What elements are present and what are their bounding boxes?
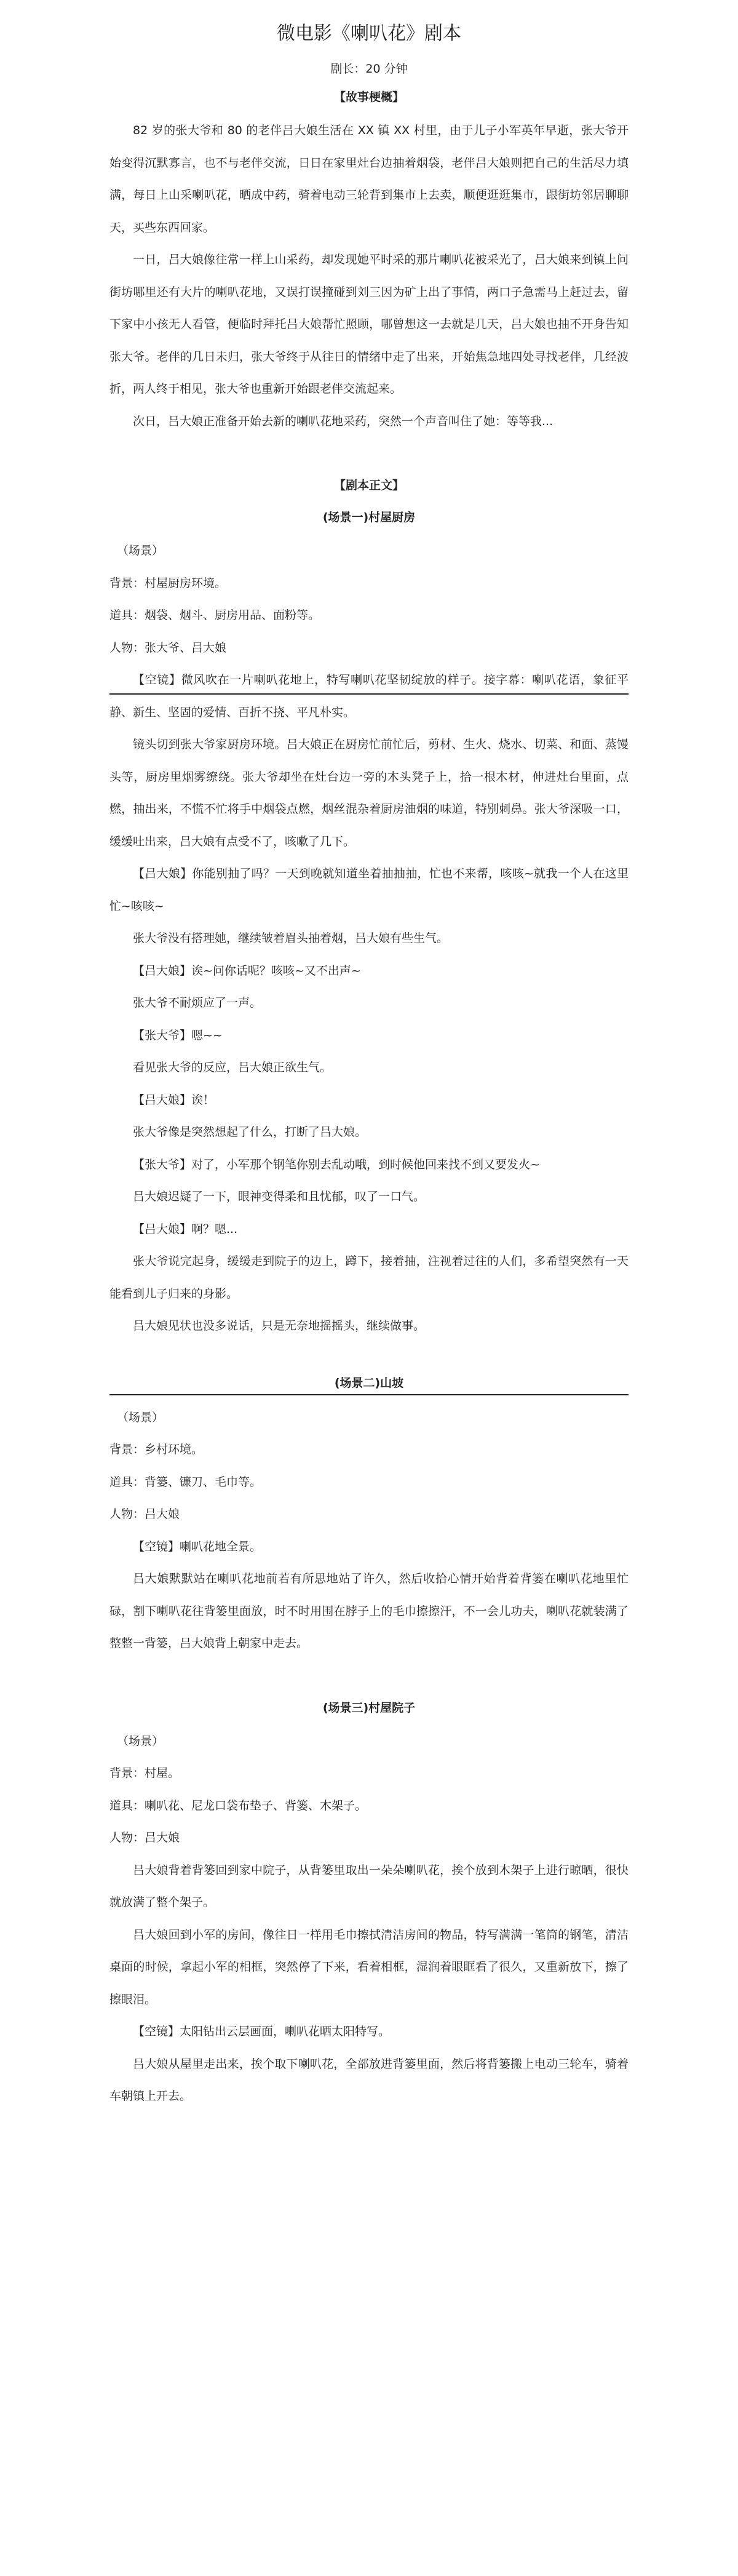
scene-line: 道具：背篓、镰刀、毛巾等。: [109, 1475, 262, 1489]
scene-paragraph: 【空镜】喇叭花地全景。: [133, 1539, 262, 1553]
scene-three: [109, 1697, 629, 2113]
scene-two: [109, 1372, 629, 1660]
scene-paragraph: 【空镜】微风吹在一片喇叭花地上，特写喇叭花坚韧绽放的样子。接字幕：喇叭花语，象征平静、新生、坚固的爱情、百折不挠、平凡朴实。: [109, 664, 629, 728]
scene-line: 人物：张大爷、吕大娘: [109, 640, 227, 655]
scene-one: [109, 506, 629, 1342]
synopsis-paragraph: 82 岁的张大爷和 80 的老伴吕大娘生活在 XX 镇 XX 村里，由于儿子小军英年早逝，张大爷开始变得沉默寡言，也不与老伴交流，日日在家里灶台边抽着烟袋，老伴吕大娘则把自己的生活尽力填满，每日上山采喇叭花，晒成中药，骑着电动三轮背到集市上去卖，顺便逛逛集市，跟街坊邻居聊聊天，买些东西回家。: [109, 124, 629, 234]
scene-paragraph: 吕大娘迟疑了一下，眼神变得柔和且忧郁，叹了一口气。: [133, 1190, 426, 1203]
scene-line: 背景：村屋厨房环境。: [109, 576, 227, 590]
scene-line: （场景）: [117, 1734, 164, 1748]
scene-paragraph: 【空镜】太阳钻出云层画面，喇叭花晒太阳特写。: [133, 2025, 391, 2038]
synopsis-paragraph: 次日，吕大娘正准备开始去新的喇叭花地采药，突然一个声音叫住了她：等等我...: [133, 414, 554, 428]
synopsis-heading: 【故事梗概】: [333, 90, 404, 104]
synopsis-section: [109, 86, 629, 437]
scene-paragraph: 【吕大娘】你能别抽了吗？一天到晚就知道坐着抽抽抽，忙也不来帮，咳咳~就我一个人在这里忙~咳咳~: [109, 867, 629, 913]
scene-paragraph: 吕大娘回到小军的房间，像往日一样用毛巾擦拭清洁房间的物品，特写满满一笔筒的钢笔，清洁桌面的时候，拿起小军的相框，突然停了下来，看着相框，湿润着眼眶看了很久，又重新放下，擦了擦眼泪。: [109, 1928, 629, 2006]
script-section: [109, 474, 629, 2113]
scene-paragraph: 吕大娘见状也没多说话，只是无奈地摇摇头，继续做事。: [133, 1319, 426, 1333]
scene-title: (场景三)村屋院子: [322, 1701, 416, 1715]
scene-paragraph: 【吕大娘】啊？嗯...: [133, 1222, 238, 1236]
scene-line: 道具：喇叭花、尼龙口袋布垫子、背篓、木架子。: [109, 1798, 367, 1812]
scene-paragraph: 吕大娘背着背篓回到家中院子，从背篓里取出一朵朵喇叭花，挨个放到木架子上进行晾晒，很快就放满了整个架子。: [109, 1863, 629, 1909]
synopsis-paragraph: 一日，吕大娘像往常一样上山采药，却发现她平时采的那片喇叭花被采光了，吕大娘来到镇上问街坊哪里还有大片的喇叭花地，又误打误撞碰到刘三因为矿上出了事情，两口子急需马上赶过去，留下家中小孩无人看管，便临时拜托吕大娘帮忙照顾，哪曾想这一去就是几天，吕大娘也抽不开身告知张大爷。老伴的几日未归，张大爷终于从往日的情绪中走了出来，开始焦急地四处寻找老伴，几经波折，两人终于相见，张大爷也重新开始跟老伴交流起来。: [109, 253, 629, 396]
scene-paragraph: 张大爷不耐烦应了一声。: [133, 996, 262, 1010]
scene-line: （场景）: [117, 1410, 164, 1424]
document-title: 微电影《喇叭花》剧本: [277, 23, 461, 44]
scene-paragraph: 吕大娘默默站在喇叭花地前若有所思地站了许久，然后收拾心情开始背着背篓在喇叭花地里忙碌，割下喇叭花往背篓里面放，时不时用围在脖子上的毛巾擦擦汗，不一会儿功夫，喇叭花就装满了整整一背篓，吕大娘背上朝家中走去。: [109, 1572, 629, 1650]
scene-title: (场景二)山坡: [109, 1372, 629, 1395]
scene-paragraph: 张大爷像是突然想起了什么，打断了吕大娘。: [133, 1125, 367, 1139]
scene-line: 人物：吕大娘: [109, 1831, 180, 1844]
scene-paragraph: 看见张大爷的反应，吕大娘正欲生气。: [133, 1061, 332, 1074]
scene-line: 人物：吕大娘: [109, 1507, 180, 1521]
scene-paragraph: 镜头切到张大爷家厨房环境。吕大娘正在厨房忙前忙后，剪材、生火、烧水、切菜、和面、蒸馒头等，厨房里烟雾缭绕。张大爷却坐在灶台边一旁的木头凳子上，拾一根木材，伸进灶台里面，点燃，抽出来，不慌不忙将手中烟袋点燃，烟丝混杂着厨房油烟的味道，特别刺鼻。张大爷深吸一口，缓缓吐出来，吕大娘有点受不了，咳嗽了几下。: [109, 738, 629, 848]
duration-line: 剧长：20 分钟: [330, 62, 408, 76]
scene-line: 道具：烟袋、烟斗、厨房用品、面粉等。: [109, 608, 320, 622]
scene-line: 背景：乡村环境。: [109, 1443, 204, 1456]
scene-title: (场景一)村屋厨房: [322, 511, 416, 524]
script-heading: 【剧本正文】: [333, 479, 404, 492]
scene-paragraph: 【吕大娘】诶！: [133, 1093, 215, 1107]
scene-line: 背景：村屋。: [109, 1766, 180, 1780]
document-page: [109, 0, 629, 2113]
scene-paragraph: 【吕大娘】诶~问你话呢？咳咳~又不出声~: [133, 963, 361, 978]
scene-paragraph: 张大爷说完起身，缓缓走到院子的边上，蹲下，接着抽，注视着过往的人们，多希望突然有一天能看到儿子归来的身影。: [109, 1254, 629, 1301]
scene-paragraph: 【张大爷】嗯~~: [133, 1028, 223, 1042]
scene-line: （场景）: [117, 544, 164, 557]
scene-paragraph: 吕大娘从屋里走出来，挨个取下喇叭花，全部放进背篓里面，然后将背篓搬上电动三轮车，骑着车朝镇上开去。: [109, 2057, 629, 2103]
scene-paragraph: 张大爷没有搭理她，继续皱着眉头抽着烟，吕大娘有些生气。: [133, 931, 449, 945]
scene-paragraph: 【张大爷】对了，小军那个钢笔你别去乱动哦，到时候他回来找不到又要发火~: [133, 1157, 540, 1171]
